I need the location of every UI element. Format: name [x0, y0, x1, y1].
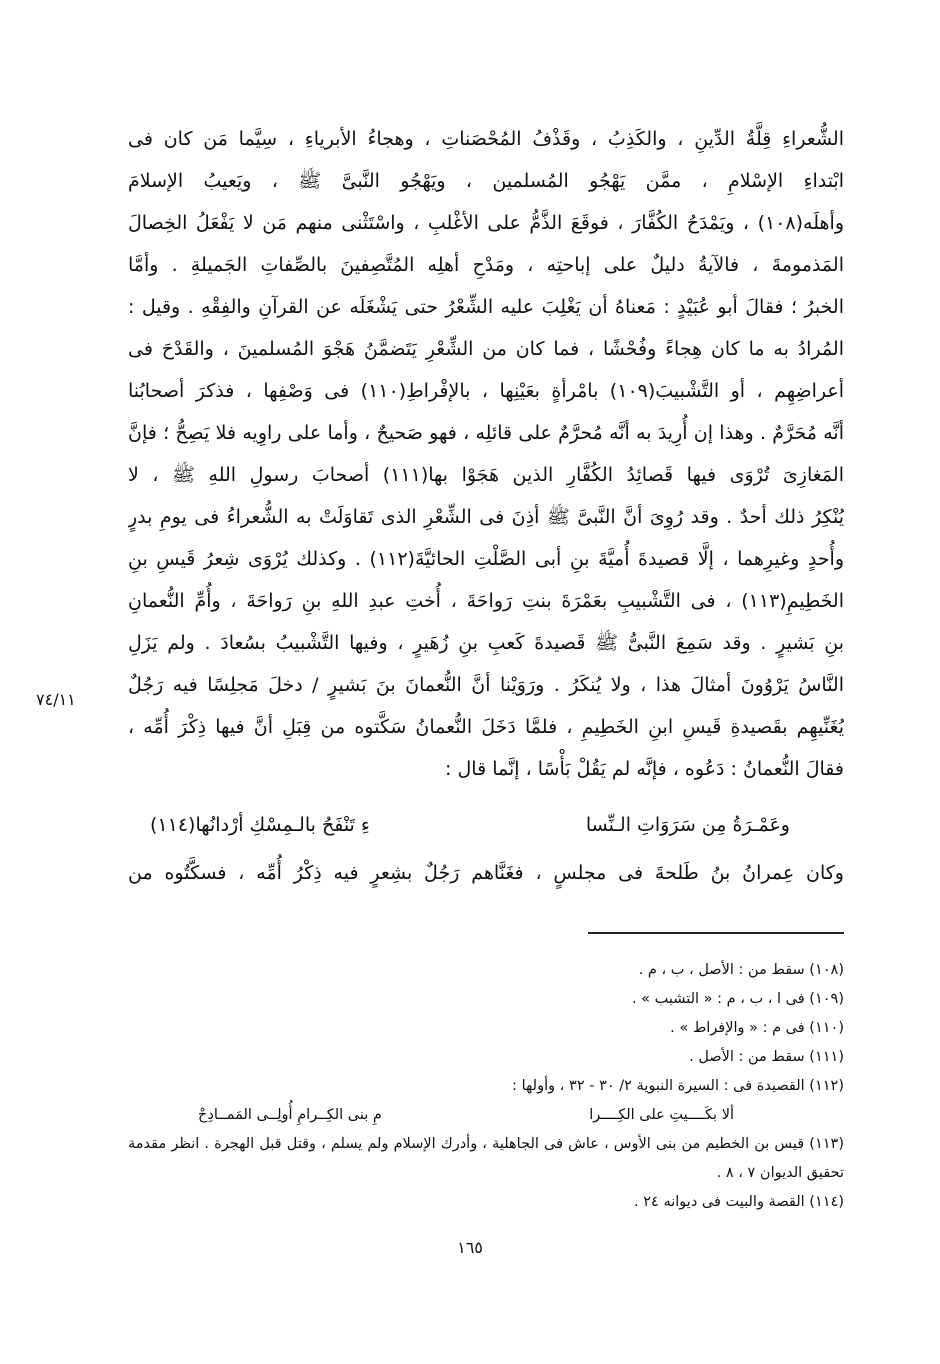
footnote-113-continued: تحقيق الديوان ٧ ، ٨ . [716, 1165, 844, 1181]
footnote-114: (١١٤) القصة والبيت فى ديوانه ٢٤ . [634, 1194, 844, 1210]
footnote-113: (١١٣) قيس بن الخطيم من بنى الأوس ، عاش فى الجاهلية ، وأدرك الإسلام ولم يسلم ، وقتل قبل الهجرة . انظر مقدمة [128, 1136, 844, 1152]
text-line: المَغازِىَ تُرْوَى فيها قَصائِدُ الكُفَّارِ الذين هَجَوْا بها(١١١) أصحابَ رسولِ اللهِ ﷺ ، لا [128, 464, 844, 486]
page-number: ١٦٥ [457, 1238, 483, 1257]
footnote-verse-second-hemistich: مِ بنى الكِــرامِ أُولِــى المَمــادِحْ [198, 1107, 382, 1123]
poem-verse [150, 804, 790, 846]
text-line: وكان عِمرانُ بنُ طَلحةَ فى مجلسٍ ، فغَنَّاهم رَجُلٌ بشِعرٍ فيه ذِكْرُ أُمِّه ، فسكَّتُوه من [128, 862, 844, 884]
footnote-divider [588, 932, 844, 934]
footnote-112: (١١٢) القصيدة فى : السيرة النبوية ٢/ ٣٠ - ٣٢ ، وأولها : [512, 1078, 844, 1094]
margin-volume-reference: ٧٤/١١ [36, 690, 76, 709]
footnotes-block [128, 956, 844, 1217]
text-line: وأُحدٍ وغيرِهما ، إلَّا قصيدةَ أُميَّةَ بنِ أبى الصَّلْتِ الحائيَّةَ(١١٢) . وكذلك يُرْوَى شِعرُ قَيسِ بنِ [128, 548, 844, 570]
text-line: أعراضِهِم ، أو التَّشْبيبَ(١٠٩) بامْرأةٍ بعَيْنِها ، بالإفْراطِ(١١٠) فى وَصْفِها ، فذكرَ أصحابُنا [128, 380, 844, 402]
footnote-111: (١١١) سقط من : الأصل . [689, 1049, 844, 1065]
text-line: الشُّعراءِ قِلَّةُ الدِّينِ ، والكَذِبُ ، وقَذْفُ المُحْصَناتِ ، وهجاءُ الأبرياءِ ، سِيَّما مَن كان فى [128, 128, 844, 150]
footnote-verse-first-hemistich: ألا بكَــــيتِ على الكِــــرا [589, 1107, 734, 1123]
text-line: المُرادُ به ما كان هِجاءً وفُحْشًا ، فما كان من الشِّعْرِ يَتَضمَّنُ هَجْوَ المُسلمينَ ، والقَدْحَ فى [128, 338, 844, 360]
footnote-110: (١١٠) فى م : « والإفراط » . [670, 1020, 844, 1036]
text-line: وأهلَه(١٠٨) ، ويَمْدَحُ الكُفَّارَ ، فوقَعَ الذَّمُّ على الأغْلبِ ، واسْتَثْنى منهم مَن لا يَفْعَلُ الخِصالَ [128, 212, 844, 234]
text-line: يُنْكِرُ ذلك أحدٌ . وقد رُوِىَ أنَّ النَّبىَّ ﷺ أذِنَ فى الشِّعْرِ الذى تَقاوَلَتْ به الشُّعراءُ فى يومِ بدرٍ [128, 506, 844, 528]
footnote-108: (١٠٨) سقط من : الأصل ، ب ، م . [638, 962, 844, 978]
verse-second-hemistich: ءِ تَنْفَحُ بالـمِسْكِ أرْدانُها(١١٤) [150, 814, 370, 836]
footnote-112-verse [128, 1101, 844, 1130]
text-line: أنَّه مُحَرَّمٌ . وهذا إن أُرِيدَ به أنَّه مُحرَّمٌ على قائلِه ، فهو صَحيحٌ ، وأما على راوِيه فلا يَصِحُّ ؛ فإنَّ [128, 422, 844, 444]
main-text-block [128, 118, 844, 790]
text-line: المَذمومةَ ، فالآيةُ دليلٌ على إباحتِه ، ومَدْحِ أهلِه المُتَّصِفينَ بالصِّفاتِ الجَميلةِ . وأمَّا [128, 254, 844, 276]
verse-first-hemistich: وعَمْـرَةُ مِن سَرَوَاتِ الـنِّسا [585, 814, 790, 836]
footnote-109: (١٠٩) فى ا ، ب ، م : « التشبب » . [631, 991, 844, 1007]
text-line: الخبرُ ؛ فقالَ أبو عُبَيْدٍ : مَعناهُ أن يَغْلِبَ عليه الشِّعْرُ حتى يَشْغَلَه عن القرآنِ والفِقْهِ . وقيل : [128, 296, 844, 318]
text-line: ابْتداءِ الإسْلامِ ، ممَّن يَهْجُو المُسلمين ، ويَهْجُو النَّبىَّ ﷺ ، ويَعيبُ الإسلامَ [128, 170, 844, 192]
text-line: النَّاسُ يَرْوُونَ أمثالَ هذا ، ولا يُنكَرُ . ورَوَيْنا أنَّ النُّعمانَ بنَ بَشيرٍ / دخلَ مَجلِسًا فيه رَجُلٌ [128, 674, 844, 696]
text-line: فقالَ النُّعمانُ : دَعُوه ، فإنَّه لم يَقُلْ بَأْسًا ، إنَّما قال : [445, 758, 844, 780]
text-line: الخَطِيمِ(١١٣) ، فى التَّشْبيبِ بعَمْرَةَ بنتِ رَواحَةَ ، أُختِ عبدِ اللهِ بنِ رَواحَةَ ، وأُمِّ النُّعمانِ [128, 590, 844, 612]
text-line: يُغَنِّيهِم بقَصيدةِ قَيسِ ابنِ الخَطِيمِ ، فلمَّا دَخَلَ النُّعمانُ سَكَّتوه من قِبَلِ أنَّ فيها ذِكْرَ أُمِّه ، [128, 716, 844, 738]
text-line: بنِ بَشيرٍ . وقد سَمِعَ النَّبىُّ ﷺ قَصيدةَ كَعبِ بنِ زُهَيرٍ ، وفيها التَّشْبيبُ بسُعادَ . ولم يَزَلِ [128, 632, 844, 654]
